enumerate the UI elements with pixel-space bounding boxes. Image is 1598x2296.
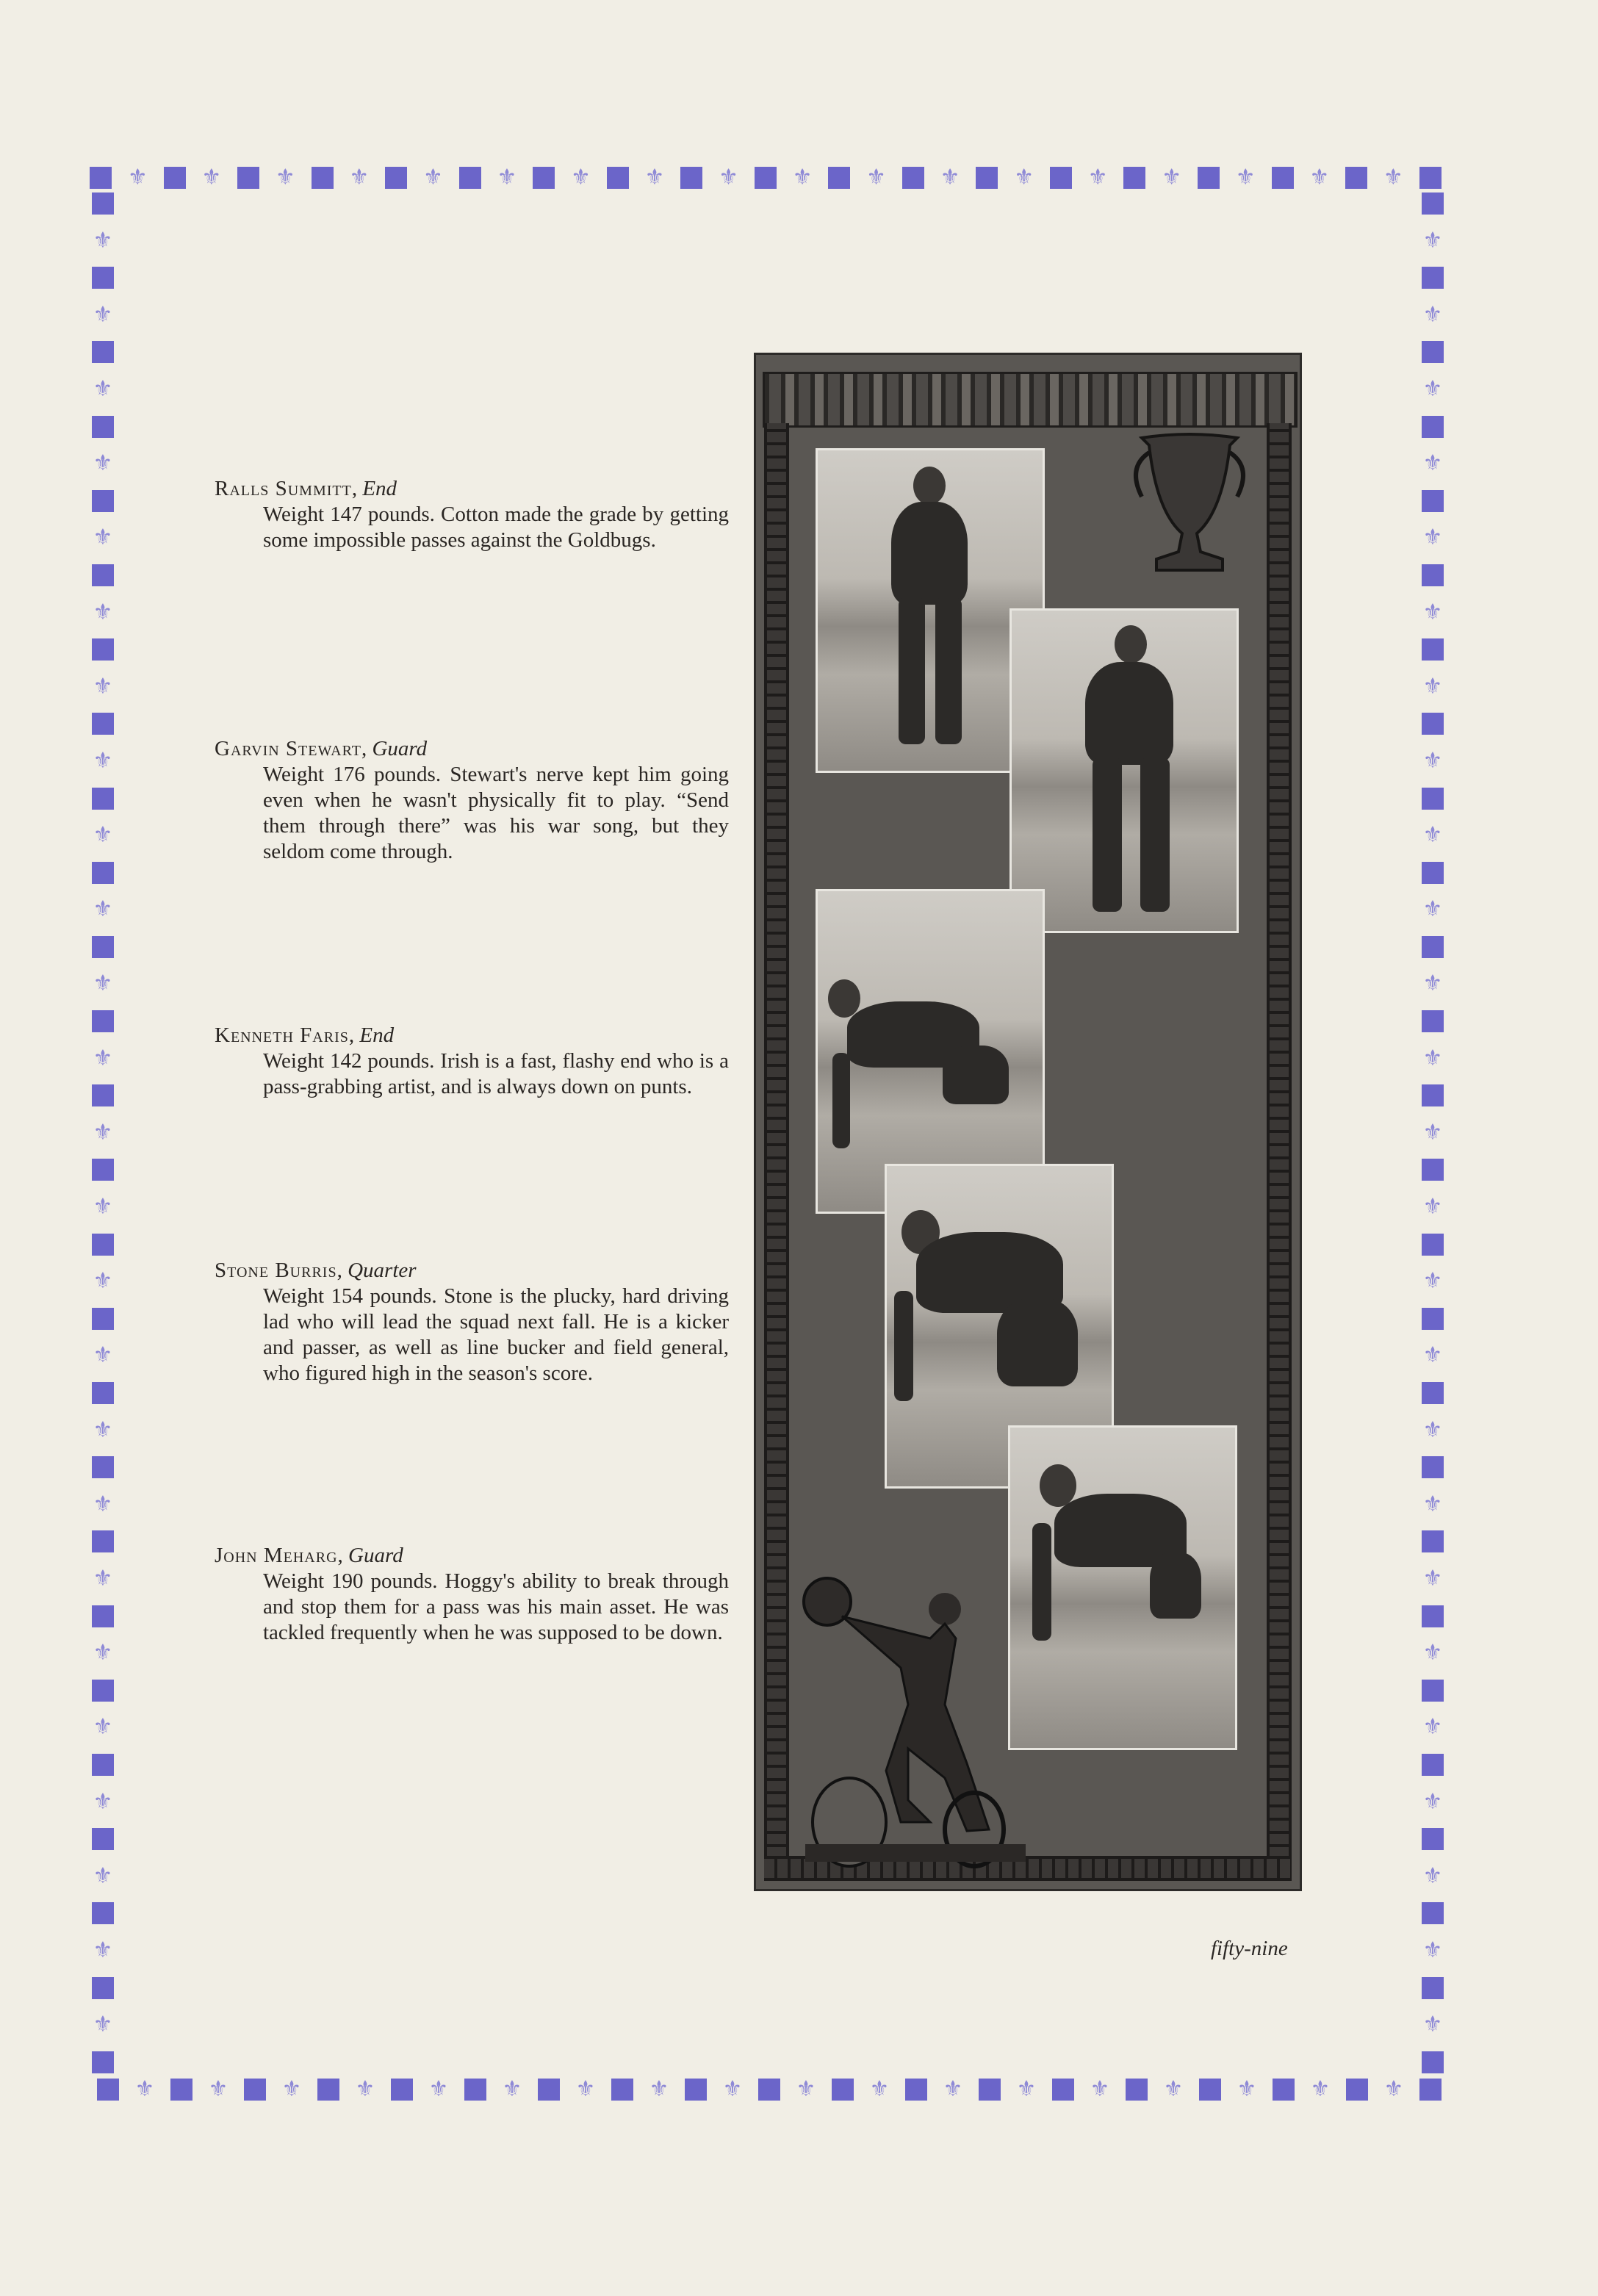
border-square bbox=[1050, 167, 1072, 189]
fleur-de-lis-icon: ⚜ bbox=[93, 1863, 113, 1888]
border-square bbox=[92, 1530, 114, 1552]
fleur-de-lis-icon: ⚜ bbox=[1422, 1343, 1443, 1368]
border-square bbox=[1422, 341, 1444, 363]
border-square bbox=[1422, 1308, 1444, 1330]
fleur-de-lis-icon: ⚜ bbox=[1422, 1641, 1443, 1666]
border-square bbox=[680, 167, 702, 189]
fleur-de-lis-icon: ⚜ bbox=[127, 165, 148, 190]
fleur-de-lis-icon: ⚜ bbox=[93, 897, 113, 922]
fleur-de-lis-icon: ⚜ bbox=[1237, 2077, 1257, 2101]
fleur-de-lis-icon: ⚜ bbox=[1422, 1937, 1443, 1962]
fleur-de-lis-icon: ⚜ bbox=[1383, 2077, 1404, 2101]
border-square bbox=[832, 2079, 854, 2101]
border-square bbox=[1422, 2051, 1444, 2073]
fleur-de-lis-icon: ⚜ bbox=[1422, 1195, 1443, 1220]
meander-border-left bbox=[764, 423, 789, 1871]
border-square bbox=[92, 416, 114, 438]
fleur-de-lis-icon: ⚜ bbox=[93, 1195, 113, 1220]
fleur-de-lis-icon: ⚜ bbox=[502, 2077, 522, 2101]
fleur-de-lis-icon: ⚜ bbox=[1422, 1715, 1443, 1740]
fleur-de-lis-icon: ⚜ bbox=[93, 228, 113, 253]
border-square bbox=[828, 167, 850, 189]
border-square bbox=[92, 1382, 114, 1404]
fleur-de-lis-icon: ⚜ bbox=[649, 2077, 669, 2101]
fleur-de-lis-icon: ⚜ bbox=[93, 674, 113, 699]
border-square bbox=[237, 167, 259, 189]
fleur-de-lis-icon: ⚜ bbox=[1422, 1417, 1443, 1442]
border-square bbox=[1422, 490, 1444, 512]
border-square bbox=[1422, 936, 1444, 958]
border-square bbox=[1422, 564, 1444, 586]
fleur-de-lis-icon: ⚜ bbox=[1235, 165, 1256, 190]
fleur-de-lis-icon: ⚜ bbox=[1422, 1269, 1443, 1294]
fleur-de-lis-icon: ⚜ bbox=[93, 1417, 113, 1442]
border-square bbox=[979, 2079, 1001, 2101]
player-position: Guard bbox=[372, 737, 428, 760]
player-description: Weight 142 pounds. Irish is a fast, flashy end who is a pass-grabbing artist, and is always down on punts. bbox=[263, 1049, 729, 1098]
border-square bbox=[244, 2079, 266, 2101]
player-name: Kenneth Faris bbox=[215, 1023, 349, 1047]
border-square bbox=[317, 2079, 339, 2101]
border-square bbox=[1422, 1977, 1444, 1999]
fleur-de-lis-icon: ⚜ bbox=[1422, 302, 1443, 327]
player-position: Guard bbox=[348, 1544, 403, 1567]
border-square bbox=[1422, 862, 1444, 884]
border-square bbox=[1419, 167, 1442, 189]
fleur-de-lis-icon: ⚜ bbox=[796, 2077, 816, 2101]
player-entry bbox=[215, 736, 729, 865]
player-entry bbox=[215, 1023, 729, 1100]
fleur-de-lis-icon: ⚜ bbox=[201, 165, 222, 190]
border-square bbox=[170, 2079, 192, 2101]
border-square bbox=[92, 1902, 114, 1924]
border-square bbox=[1422, 1234, 1444, 1256]
fleur-de-lis-icon: ⚜ bbox=[1422, 228, 1443, 253]
border-square bbox=[1422, 1828, 1444, 1850]
border-square bbox=[1346, 2079, 1368, 2101]
player-heading: Garvin Stewart, Guard bbox=[215, 737, 428, 760]
player-name: Ralls Summitt bbox=[215, 477, 352, 500]
fleur-de-lis-icon: ⚜ bbox=[644, 165, 665, 190]
border-square bbox=[92, 341, 114, 363]
border-square bbox=[902, 167, 924, 189]
border-square bbox=[385, 167, 407, 189]
fleur-de-lis-icon: ⚜ bbox=[1422, 1789, 1443, 1814]
fleur-de-lis-icon: ⚜ bbox=[93, 748, 113, 773]
border-square bbox=[92, 862, 114, 884]
fleur-de-lis-icon: ⚜ bbox=[93, 302, 113, 327]
player-photo bbox=[1009, 608, 1239, 933]
border-square bbox=[1272, 167, 1294, 189]
photo-panel bbox=[754, 353, 1302, 1891]
fleur-de-lis-icon: ⚜ bbox=[1422, 823, 1443, 848]
border-square bbox=[90, 167, 112, 189]
border-square bbox=[464, 2079, 486, 2101]
border-square bbox=[1345, 167, 1367, 189]
fleur-de-lis-icon: ⚜ bbox=[93, 376, 113, 401]
border-square bbox=[459, 167, 481, 189]
player-heading: Kenneth Faris, End bbox=[215, 1023, 395, 1047]
fleur-de-lis-icon: ⚜ bbox=[349, 165, 370, 190]
fleur-de-lis-icon: ⚜ bbox=[93, 823, 113, 848]
decorative-border-right bbox=[1417, 192, 1449, 2073]
border-square bbox=[1123, 167, 1145, 189]
border-square bbox=[1052, 2079, 1074, 2101]
border-square bbox=[685, 2079, 707, 2101]
fleur-de-lis-icon: ⚜ bbox=[93, 1120, 113, 1145]
fleur-de-lis-icon: ⚜ bbox=[1422, 1491, 1443, 1516]
border-square bbox=[1422, 1159, 1444, 1181]
fleur-de-lis-icon: ⚜ bbox=[1422, 971, 1443, 996]
player-entry bbox=[215, 1543, 729, 1646]
fleur-de-lis-icon: ⚜ bbox=[1422, 897, 1443, 922]
fleur-de-lis-icon: ⚜ bbox=[1016, 2077, 1037, 2101]
border-square bbox=[1422, 1605, 1444, 1627]
border-square bbox=[1422, 1754, 1444, 1776]
fleur-de-lis-icon: ⚜ bbox=[428, 2077, 449, 2101]
border-square bbox=[1198, 167, 1220, 189]
player-description: Weight 154 pounds. Stone is the plucky, hard driving lad who will lead the squad next fall. He is a kicker and passer, as well as line bucker and field general, who figured high in the season's score. bbox=[263, 1284, 729, 1385]
fleur-de-lis-icon: ⚜ bbox=[1422, 1046, 1443, 1070]
border-square bbox=[1419, 2079, 1442, 2101]
fleur-de-lis-icon: ⚜ bbox=[93, 451, 113, 476]
border-square bbox=[1126, 2079, 1148, 2101]
fleur-de-lis-icon: ⚜ bbox=[93, 1343, 113, 1368]
meander-border-right bbox=[1267, 423, 1292, 1871]
border-square bbox=[92, 713, 114, 735]
fleur-de-lis-icon: ⚜ bbox=[208, 2077, 228, 2101]
fleur-de-lis-icon: ⚜ bbox=[93, 1715, 113, 1740]
fleur-de-lis-icon: ⚜ bbox=[571, 165, 591, 190]
border-square bbox=[1199, 2079, 1221, 2101]
fleur-de-lis-icon: ⚜ bbox=[93, 1491, 113, 1516]
border-square bbox=[1422, 1084, 1444, 1106]
fleur-de-lis-icon: ⚜ bbox=[1163, 2077, 1184, 2101]
border-square bbox=[92, 267, 114, 289]
fleur-de-lis-icon: ⚜ bbox=[93, 525, 113, 550]
player-description: Weight 147 pounds. Cotton made the grade by getting some impossible passes against the Goldbugs. bbox=[263, 503, 729, 552]
border-square bbox=[611, 2079, 633, 2101]
fleur-de-lis-icon: ⚜ bbox=[93, 1789, 113, 1814]
decorative-border-left bbox=[87, 192, 119, 2073]
player-position: End bbox=[362, 477, 397, 500]
discus-thrower-icon bbox=[798, 1558, 1040, 1881]
fleur-de-lis-icon: ⚜ bbox=[93, 1046, 113, 1070]
fleur-de-lis-icon: ⚜ bbox=[93, 600, 113, 625]
border-square bbox=[92, 1605, 114, 1627]
fleur-de-lis-icon: ⚜ bbox=[1309, 165, 1330, 190]
border-square bbox=[1422, 788, 1444, 810]
fleur-de-lis-icon: ⚜ bbox=[1014, 165, 1034, 190]
player-heading: John Meharg, Guard bbox=[215, 1544, 403, 1567]
border-square bbox=[92, 564, 114, 586]
border-square bbox=[1422, 267, 1444, 289]
fleur-de-lis-icon: ⚜ bbox=[93, 2012, 113, 2037]
border-square bbox=[1422, 1382, 1444, 1404]
player-photo bbox=[1008, 1425, 1237, 1750]
player-name: Stone Burris bbox=[215, 1259, 337, 1282]
fleur-de-lis-icon: ⚜ bbox=[943, 2077, 963, 2101]
border-square bbox=[92, 1754, 114, 1776]
border-square bbox=[1422, 1010, 1444, 1032]
fleur-de-lis-icon: ⚜ bbox=[1422, 525, 1443, 550]
fleur-de-lis-icon: ⚜ bbox=[1422, 1863, 1443, 1888]
border-square bbox=[1422, 1902, 1444, 1924]
border-square bbox=[1422, 1530, 1444, 1552]
fleur-de-lis-icon: ⚜ bbox=[1162, 165, 1182, 190]
border-square bbox=[312, 167, 334, 189]
fleur-de-lis-icon: ⚜ bbox=[1422, 1566, 1443, 1591]
border-square bbox=[1422, 638, 1444, 661]
border-square bbox=[905, 2079, 927, 2101]
trophy-icon bbox=[1127, 423, 1252, 577]
border-square bbox=[1422, 713, 1444, 735]
fleur-de-lis-icon: ⚜ bbox=[134, 2077, 155, 2101]
fleur-de-lis-icon: ⚜ bbox=[422, 165, 443, 190]
player-name: Garvin Stewart bbox=[215, 737, 361, 760]
fleur-de-lis-icon: ⚜ bbox=[1422, 376, 1443, 401]
border-square bbox=[92, 1828, 114, 1850]
fleur-de-lis-icon: ⚜ bbox=[1422, 748, 1443, 773]
player-entry bbox=[215, 476, 729, 553]
player-position: End bbox=[359, 1023, 395, 1047]
border-square bbox=[1422, 1680, 1444, 1702]
fleur-de-lis-icon: ⚜ bbox=[93, 1566, 113, 1591]
fleur-de-lis-icon: ⚜ bbox=[93, 1269, 113, 1294]
border-square bbox=[758, 2079, 780, 2101]
border-square bbox=[92, 1308, 114, 1330]
border-square bbox=[1422, 1456, 1444, 1478]
border-square bbox=[92, 1680, 114, 1702]
border-square bbox=[92, 2051, 114, 2073]
border-square bbox=[164, 167, 186, 189]
fleur-de-lis-icon: ⚜ bbox=[497, 165, 517, 190]
fleur-de-lis-icon: ⚜ bbox=[575, 2077, 596, 2101]
border-square bbox=[1422, 192, 1444, 215]
border-square bbox=[92, 1084, 114, 1106]
fleur-de-lis-icon: ⚜ bbox=[1090, 2077, 1110, 2101]
fleur-de-lis-icon: ⚜ bbox=[93, 1937, 113, 1962]
fleur-de-lis-icon: ⚜ bbox=[93, 1641, 113, 1666]
fleur-de-lis-icon: ⚜ bbox=[1087, 165, 1108, 190]
fleur-de-lis-icon: ⚜ bbox=[275, 165, 295, 190]
fleur-de-lis-icon: ⚜ bbox=[792, 165, 813, 190]
fleur-de-lis-icon: ⚜ bbox=[1422, 451, 1443, 476]
fleur-de-lis-icon: ⚜ bbox=[866, 165, 887, 190]
player-entry bbox=[215, 1258, 729, 1386]
border-square bbox=[391, 2079, 413, 2101]
decorative-border-bottom bbox=[97, 2073, 1442, 2106]
border-square bbox=[538, 2079, 560, 2101]
border-square bbox=[92, 192, 114, 215]
player-description: Weight 176 pounds. Stewart's nerve kept him going even when he wasn't physically fit to play. “Send them through there” was his war song, but they seldom come through. bbox=[263, 763, 729, 863]
border-square bbox=[92, 936, 114, 958]
fleur-de-lis-icon: ⚜ bbox=[722, 2077, 743, 2101]
player-name: John Meharg bbox=[215, 1544, 338, 1567]
fleur-de-lis-icon: ⚜ bbox=[281, 2077, 302, 2101]
fleur-de-lis-icon: ⚜ bbox=[1310, 2077, 1331, 2101]
fleur-de-lis-icon: ⚜ bbox=[355, 2077, 375, 2101]
player-heading: Stone Burris, Quarter bbox=[215, 1259, 417, 1282]
fleur-de-lis-icon: ⚜ bbox=[940, 165, 960, 190]
border-square bbox=[755, 167, 777, 189]
decorative-border-top bbox=[90, 162, 1442, 194]
border-square bbox=[1422, 416, 1444, 438]
fleur-de-lis-icon: ⚜ bbox=[869, 2077, 890, 2101]
border-square bbox=[976, 167, 998, 189]
border-square bbox=[533, 167, 555, 189]
fleur-de-lis-icon: ⚜ bbox=[719, 165, 738, 190]
border-square bbox=[1273, 2079, 1295, 2101]
border-square bbox=[607, 167, 629, 189]
fleur-de-lis-icon: ⚜ bbox=[1383, 165, 1403, 190]
border-square bbox=[92, 490, 114, 512]
fleur-de-lis-icon: ⚜ bbox=[93, 971, 113, 996]
border-square bbox=[92, 638, 114, 661]
border-square bbox=[92, 1977, 114, 1999]
border-square bbox=[92, 1010, 114, 1032]
border-square bbox=[92, 1159, 114, 1181]
border-square bbox=[92, 1456, 114, 1478]
border-square bbox=[92, 788, 114, 810]
page-number: fifty-nine bbox=[1211, 1937, 1288, 1960]
fleur-de-lis-icon: ⚜ bbox=[1422, 2012, 1443, 2037]
fleur-de-lis-icon: ⚜ bbox=[1422, 600, 1443, 625]
fleur-de-lis-icon: ⚜ bbox=[1422, 674, 1443, 699]
decorative-frieze bbox=[763, 372, 1298, 428]
player-heading: Ralls Summitt, End bbox=[215, 477, 397, 500]
border-square bbox=[97, 2079, 119, 2101]
player-description: Weight 190 pounds. Hoggy's ability to break through and stop them for a pass was his main asset. He was tackled frequently when he was supposed to be down. bbox=[263, 1569, 729, 1644]
player-position: Quarter bbox=[348, 1259, 417, 1282]
border-square bbox=[92, 1234, 114, 1256]
fleur-de-lis-icon: ⚜ bbox=[1422, 1120, 1443, 1145]
